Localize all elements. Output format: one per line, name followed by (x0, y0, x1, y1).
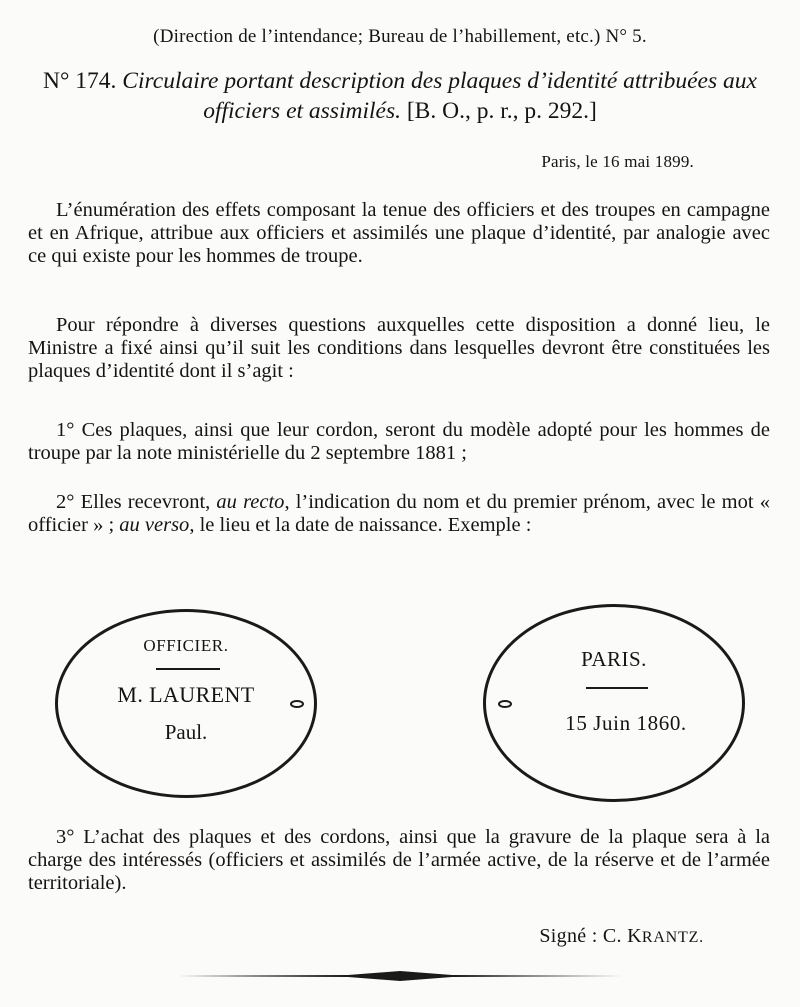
plate-verso-rule (586, 687, 648, 689)
plate-hole-icon (498, 700, 512, 708)
paragraph-3: 1° Ces plaques, ainsi que leur cordon, seront du modèle adopté pour les hommes de troupe par la note ministérielle du 2 septembre 1881 ; (28, 419, 770, 464)
closing-rule (178, 968, 622, 984)
dateline: Paris, le 16 mai 1899. (541, 152, 694, 171)
plate-hole-icon (290, 700, 304, 708)
plate-birth-date: 15 Juin 1860. (565, 711, 687, 735)
paragraph-4 (28, 491, 770, 537)
plate-first-name: Paul. (164, 720, 208, 744)
plate-birth-place: PARIS. (581, 647, 647, 671)
paragraph-2: Pour répondre à diverses questions auxquelles cette disposition a donné lieu, le Ministre a fixé ainsi qu’il suit les conditions dans lesquelles devront être constituées les plaques d’identité dont il s’agit : (28, 314, 770, 382)
p4-part-c: , le lieu et la date de naissance. Exemple : (189, 514, 532, 536)
p4-verso: au verso (119, 514, 190, 536)
bulletin-reference: [B. O., p. r., p. 292.] (406, 98, 597, 124)
identity-plate-verso (483, 604, 745, 802)
circular-title-text: Circulaire portant description des plaques d’identité attribuées aux officiers et assimilés. (122, 68, 757, 124)
signature-prefix: Signé : C. K (539, 925, 642, 947)
circular-number: N° 174. (43, 68, 117, 94)
plate-name: M. LAURENT (117, 682, 255, 707)
p4-part-b: , l’indication du nom et du premier prénom, avec le mot « officier » ; (28, 491, 770, 536)
signature-name: RANTZ. (641, 929, 704, 946)
plate-recto-rule (156, 668, 220, 670)
signature (539, 925, 704, 948)
identity-plate-recto (55, 609, 317, 798)
paragraph-5: 3° L’achat des plaques et des cordons, ainsi que la gravure de la plaque sera à la charge des intéressés (officiers et assimilés de l’armée active, de la réserve et de l’armée territoriale). (28, 826, 770, 894)
circular-title (30, 66, 770, 126)
p4-recto: au recto (216, 491, 285, 513)
paragraph-1: L’énumération des effets composant la tenue des officiers et des troupes en campagne et en Afrique, attribue aux officiers et assimilés une plaque d’identité, par analogie avec ce qui existe pour les hommes de troupe. (28, 199, 770, 267)
p4-part-a: 2° Elles recevront, (56, 491, 217, 513)
section-header: (Direction de l’intendance; Bureau de l’habillement, etc.) N° 5. (153, 26, 647, 47)
plate-officer-label: OFFICIER. (143, 636, 229, 655)
